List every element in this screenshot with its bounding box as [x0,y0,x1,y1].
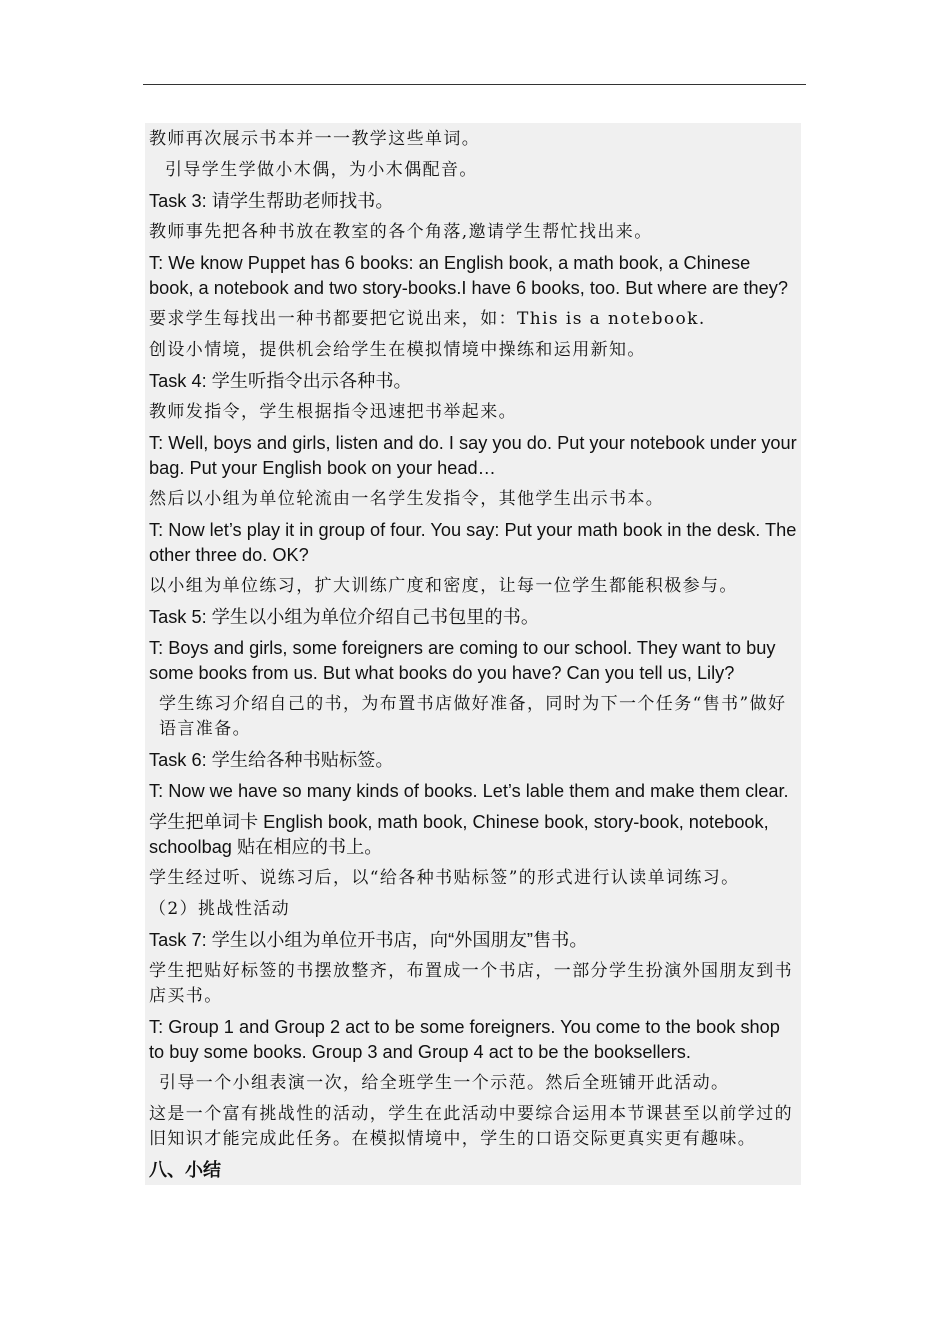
paragraph: 引导一个小组表演一次，给全班学生一个示范。然后全班铺开此活动。 [159,1073,730,1093]
header-rule [143,84,806,85]
paragraph: 学生把贴好标签的书摆放整齐，布置成一个书店，一部分学生扮演外国朋友到书店买书。 [149,961,793,1006]
paragraph: 学生经过听、说练习后，以“给各种书贴标签”的形式进行认读单词练习。 [149,868,740,888]
task-heading: Task 5: 学生以小组为单位介绍自己书包里的书。 [149,607,540,627]
section-subheading: （2）挑战性活动 [149,899,291,919]
paragraph: 教师发指令，学生根据指令迅速把书举起来。 [149,402,517,422]
paragraph: 教师再次展示书本并一一教学这些单词。 [149,129,481,149]
section-heading: 八、小结 [149,1160,221,1181]
paragraph: 引导学生学做小木偶，为小木偶配音。 [165,160,478,180]
teacher-dialogue: T: We know Puppet has 6 books: an English book, a math book, a Chinese book, a notebook and two story-books.I have 6 books, too. But where are they? [149,253,788,298]
paragraph: 创设小情境，提供机会给学生在模拟情境中操练和运用新知。 [149,340,646,360]
paragraph: 学生把单词卡 English book, math book, Chinese book, story-book, notebook, schoolbag 贴在相应的书上。 [149,812,769,857]
teacher-dialogue: T: Boys and girls, some foreigners are coming to our school. They want to buy some books from us. But what books do you have? Can you tell us, Lily? [149,638,776,683]
task-heading: Task 7: 学生以小组为单位开书店，向“外国朋友”售书。 [149,930,588,950]
paragraph: 学生练习介绍自己的书，为布置书店做好准备，同时为下一个任务“售书”做好语言准备。 [159,694,787,739]
task-heading: Task 4: 学生听指令出示各种书。 [149,371,412,391]
document-body [145,123,801,1185]
task-heading: Task 6: 学生给各种书贴标签。 [149,750,394,770]
teacher-dialogue: T: Now we have so many kinds of books. Let’s lable them and make them clear. [149,781,789,801]
paragraph: 然后以小组为单位轮流由一名学生发指令，其他学生出示书本。 [149,489,665,509]
paragraph: 教师事先把各种书放在教室的各个角落,邀请学生帮忙找出来。 [149,222,653,242]
teacher-dialogue: T: Now let’s play it in group of four. You say: Put your math book in the desk. The other three do. OK? [149,520,797,565]
paragraph: 要求学生每找出一种书都要把它说出来，如：This is a notebook. [149,309,706,329]
paragraph: 这是一个富有挑战性的活动，学生在此活动中要综合运用本节课甚至以前学过的旧知识才能完成此任务。在模拟情境中，学生的口语交际更真实更有趣味。 [149,1104,793,1149]
teacher-dialogue: T: Well, boys and girls, listen and do. I say you do. Put your notebook under your bag. Put your English book on your head… [149,433,797,478]
teacher-dialogue: T: Group 1 and Group 2 act to be some foreigners. You come to the book shop to buy some books. Group 3 and Group 4 act to be the booksellers. [149,1017,780,1062]
paragraph: 以小组为单位练习，扩大训练广度和密度，让每一位学生都能积极参与。 [149,576,738,596]
task-heading: Task 3: 请学生帮助老师找书。 [149,191,394,211]
